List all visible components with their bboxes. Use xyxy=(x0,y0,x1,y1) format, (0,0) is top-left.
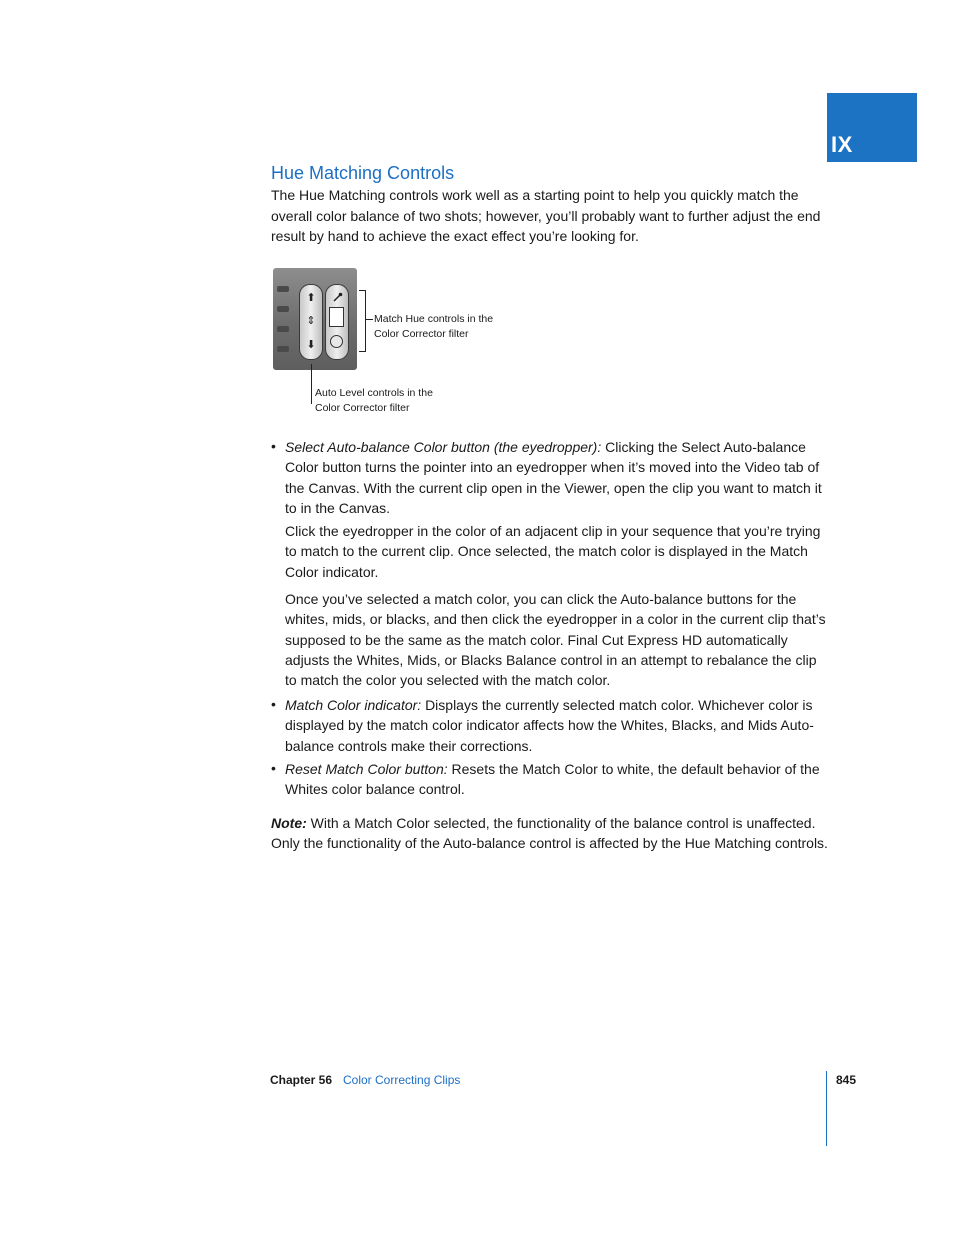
page-number: 845 xyxy=(836,1073,857,1087)
slider-notch-icon xyxy=(277,306,289,312)
auto-contrast-button[interactable] xyxy=(303,311,319,329)
bullet-item xyxy=(285,759,830,800)
bullet-text: Displays the currently selected match color. Whichever color is displayed by the match color indicator affects how the Whites, Blacks, and Mids Auto-balance controls make their corrections. xyxy=(285,697,814,754)
bullet-term: Select Auto-balance Color button (the eyedropper): xyxy=(285,439,602,455)
up-down-arrow-icon: ⇕ xyxy=(306,314,316,327)
bullet-marker: • xyxy=(271,696,276,712)
callout-leader xyxy=(311,364,312,404)
sub-paragraph: Click the eyedropper in the color of an adjacent clip in your sequence that you’re trying to match to the current clip. Once selected, the match color is displayed in the Match Color indicator. xyxy=(285,523,821,580)
hue-matching-figure xyxy=(273,268,513,418)
down-arrow-icon: ⬇ xyxy=(306,338,316,351)
control-panel-image xyxy=(273,268,357,370)
section-title: Hue Matching Controls xyxy=(271,163,455,183)
sub-paragraph: Once you’ve selected a match color, you can click the Auto-balance buttons for the whites, mids, or blacks, and then click the eyedropper in a color in the current clip that’s supposed to be the same as the match color. Final Cut Express HD automatically adjusts the Whites, Mids, or Blacks Balance control in an attempt to rebalance the clip to match the color you selected with the match color. xyxy=(285,591,826,689)
match-color-indicator[interactable] xyxy=(329,307,344,327)
footer-chapter: Chapter 56 xyxy=(270,1073,333,1087)
bullet-marker: • xyxy=(271,760,276,776)
callout-leader xyxy=(366,319,373,320)
intro-paragraph: The Hue Matching controls work well as a starting point to help you quickly match the overall color balance of two shots; however, you’ll probably want to further adjust the end result by hand to achieve the exact effect you’re looking for. xyxy=(271,187,821,244)
eyedropper-icon xyxy=(332,292,343,303)
slider-notch-icon xyxy=(277,346,289,352)
bullet-term: Reset Match Color button: xyxy=(285,761,448,777)
bullet-text: Clicking the Select Auto-balance Color button turns the pointer into an eyedropper when it’s moved into the Video tab of the Canvas. With the current clip open in the Viewer, open the clip you want to match it to in the Canvas. xyxy=(285,439,822,516)
auto-level-controls xyxy=(299,284,323,360)
footer-divider xyxy=(826,1071,827,1146)
up-arrow-icon: ⬆ xyxy=(306,291,316,304)
auto-black-level-button[interactable] xyxy=(303,335,319,353)
bullet-item xyxy=(285,437,830,518)
bullet-item xyxy=(285,695,830,756)
slider-notch-icon xyxy=(277,286,289,292)
footer-chapter-title[interactable]: Color Correcting Clips xyxy=(343,1073,461,1087)
slider-notch-icon xyxy=(277,326,289,332)
part-tab xyxy=(827,93,917,162)
part-tab-label: IX xyxy=(831,132,853,157)
note-paragraph xyxy=(271,813,831,854)
callout-bracket xyxy=(359,290,366,352)
select-auto-balance-color-button[interactable] xyxy=(329,288,345,306)
callout-auto-level: Auto Level controls in the Color Corrector filter xyxy=(315,387,433,414)
bullet-marker: • xyxy=(271,438,276,454)
callout-match-hue: Match Hue controls in the Color Corrector filter xyxy=(374,313,494,340)
auto-white-level-button[interactable] xyxy=(303,288,319,306)
note-label: Note: xyxy=(271,815,307,831)
reset-match-color-button[interactable] xyxy=(330,335,343,348)
bullet-term: Match Color indicator: xyxy=(285,697,422,713)
match-hue-controls xyxy=(325,284,349,360)
note-text: With a Match Color selected, the functionality of the balance control is unaffected. Only the functionality of the Auto-balance control is affected by the Hue Matching controls. xyxy=(271,815,828,852)
bullet-text: Resets the Match Color to white, the default behavior of the Whites color balance control. xyxy=(285,761,820,798)
